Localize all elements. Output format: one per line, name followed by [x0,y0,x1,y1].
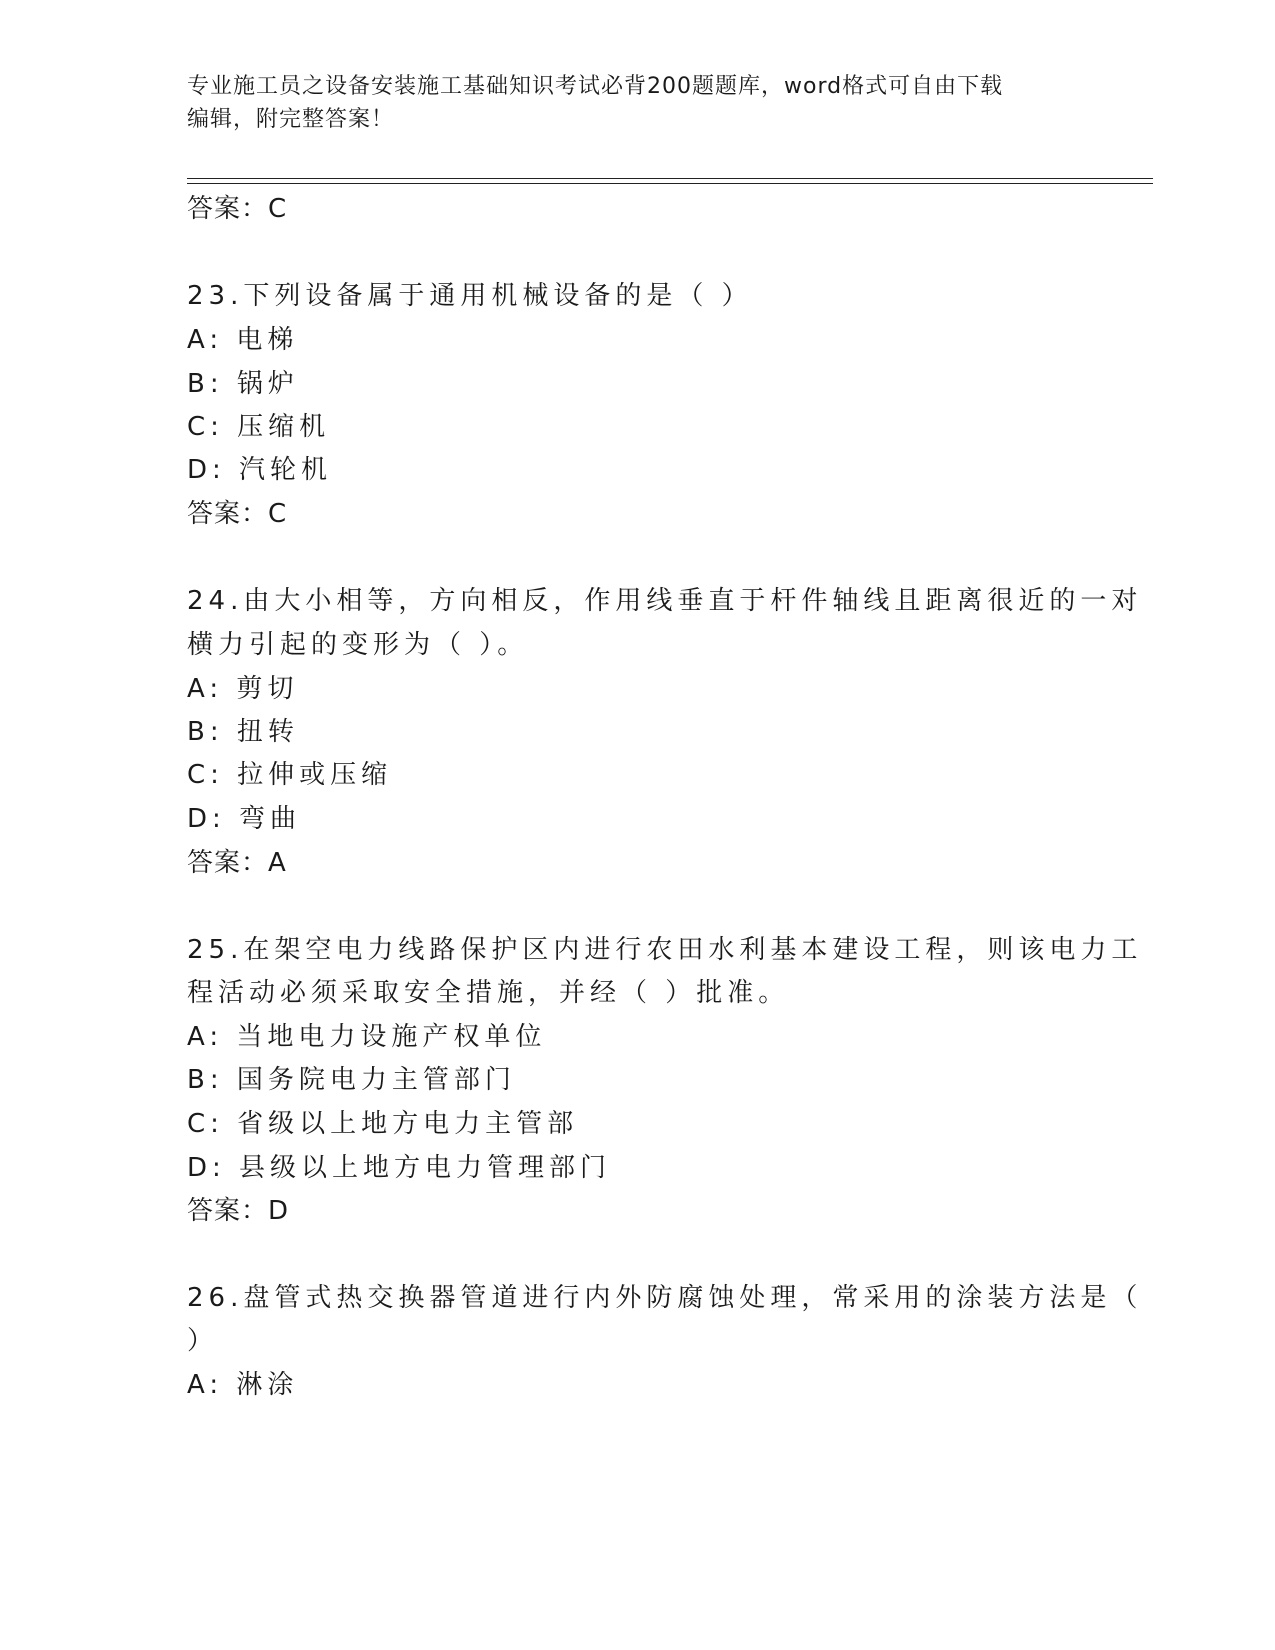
question-23-option-d: D: 汽轮机 [187,455,333,485]
question-24-option-d: D: 弯曲 [187,804,302,834]
question-23-option-b: B: 锅炉 [187,369,299,399]
question-25-option-d: D: 县级以上地方电力管理部门 [187,1153,612,1183]
question-24-stem-line-1: 24.由大小相等，方向相反，作用线垂直于杆件轴线且距离很近的一对 [187,586,1143,616]
header-rule-bottom [187,183,1153,184]
question-24-option-a: A: 剪切 [187,674,299,704]
question-23-option-a: A: 电梯 [187,325,299,355]
header-line-1: 专业施工员之设备安装施工基础知识考试必背200题题库，word格式可自由下载 [187,74,1004,99]
question-25-option-c: C: 省级以上地方电力主管部 [187,1109,579,1139]
question-26-stem-line-2: ） [187,1326,219,1356]
header-rule-top [187,178,1153,179]
question-25-option-a: A: 当地电力设施产权单位 [187,1022,547,1052]
question-23-answer: 答案：C [187,499,288,529]
question-25-answer: 答案：D [187,1196,290,1226]
document-header [187,70,1067,136]
question-25-option-b: B: 国务院电力主管部门 [187,1065,516,1095]
question-24-stem-line-2: 横力引起的变形为（ ）。 [187,630,529,660]
question-24-option-b: B: 扭转 [187,717,299,747]
question-24-answer: 答案：A [187,848,287,878]
question-23-stem: 23.下列设备属于通用机械设备的是（ ） [187,281,753,311]
question-25-stem-line-2: 程活动必须采取安全措施，并经（ ）批准。 [187,978,790,1008]
question-26-option-a: A: 淋涂 [187,1370,299,1400]
question-24-option-c: C: 拉伸或压缩 [187,760,393,790]
question-25-stem-line-1: 25.在架空电力线路保护区内进行农田水利基本建设工程，则该电力工 [187,935,1143,965]
answer-line: 答案：C [187,194,288,224]
question-26-stem-line-1: 26.盘管式热交换器管道进行内外防腐蚀处理，常采用的涂装方法是（ [187,1283,1143,1313]
question-23-option-c: C: 压缩机 [187,412,331,442]
header-line-2: 编辑，附完整答案！ [187,107,395,132]
